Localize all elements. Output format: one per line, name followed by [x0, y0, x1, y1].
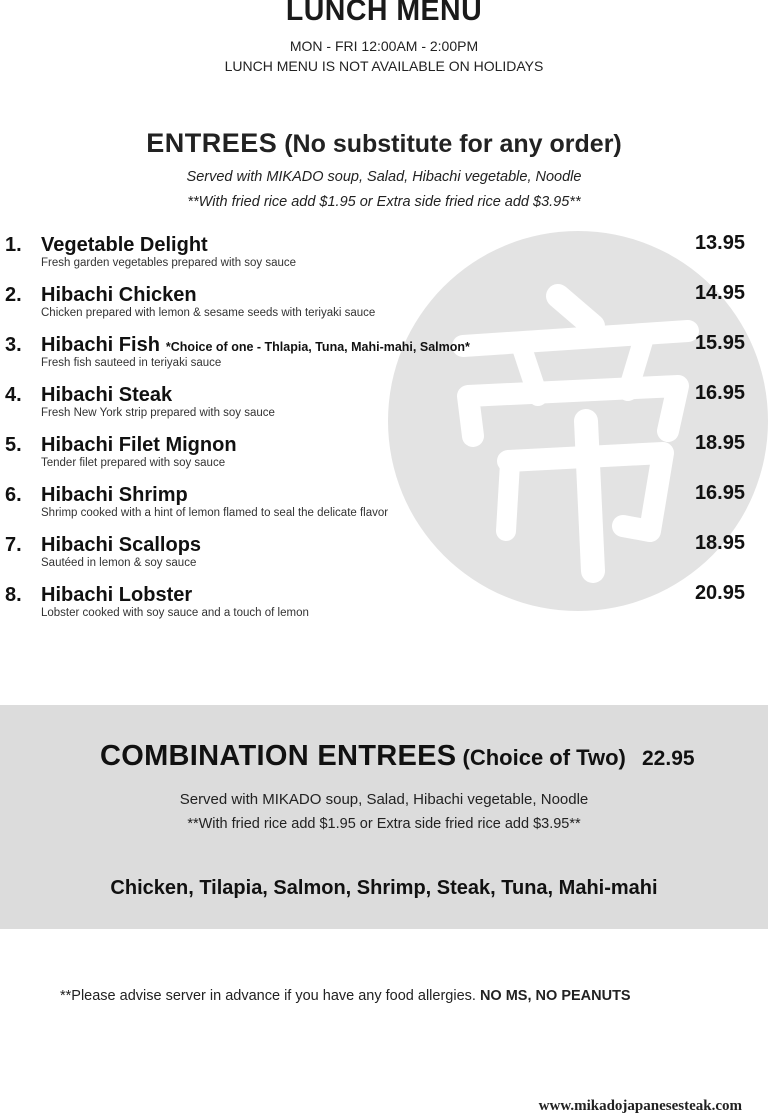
- item-price: 16.95: [694, 382, 745, 404]
- item-number: 4.: [5, 384, 22, 406]
- item-price: 16.95: [694, 482, 745, 504]
- item-name: Hibachi Shrimp: [41, 484, 188, 506]
- combination-heading: [100, 740, 695, 773]
- item-description: Sautéed in lemon & soy sauce: [41, 557, 197, 569]
- menu-item-hibachi-steak: [5, 384, 745, 432]
- item-name: Hibachi Scallops: [41, 534, 202, 556]
- menu-item-hibachi-scallops: [5, 534, 745, 582]
- item-number: 8.: [5, 584, 22, 606]
- item-number: 6.: [5, 484, 22, 506]
- menu-item-hibachi-chicken: [5, 284, 745, 332]
- menu-item-hibachi-lobster: [5, 584, 745, 632]
- allergy-warning: NO MS, NO PEANUTS: [479, 988, 631, 1004]
- item-price: 15.95: [694, 332, 745, 354]
- item-description: Fresh fish sauteed in teriyaki sauce: [41, 357, 222, 369]
- item-name: Hibachi Lobster: [41, 584, 193, 606]
- combination-fried-rice-note: **With fried rice add $1.95 or Extra side fried rice add $3.95**: [187, 816, 581, 832]
- holiday-note: LUNCH MENU IS NOT AVAILABLE ON HOLIDAYS: [224, 58, 544, 74]
- combination-served-with: Served with MIKADO soup, Salad, Hibachi vegetable, Noodle: [179, 791, 589, 808]
- item-number: 3.: [5, 334, 22, 356]
- entrees-subtitle: (No substitute for any order): [284, 130, 622, 158]
- item-price: 14.95: [694, 282, 745, 304]
- item-name: Vegetable Delight: [41, 234, 208, 256]
- combination-subtitle: (Choice of Two): [462, 745, 626, 770]
- item-price: 18.95: [694, 532, 745, 554]
- combination-title: COMBINATION ENTREES: [100, 740, 457, 772]
- page-title: LUNCH MENU: [285, 0, 483, 27]
- menu-item-vegetable-delight: [5, 234, 745, 282]
- entrees-fried-rice-note: **With fried rice add $1.95 or Extra side fried rice add $3.95**: [187, 194, 581, 210]
- lunch-hours: MON - FRI 12:00AM - 2:00PM: [289, 38, 479, 54]
- item-number: 7.: [5, 534, 22, 556]
- allergy-note: **Please advise server in advance if you have any food allergies. NO MS, NO PEANUTS: [60, 988, 631, 1004]
- item-choice-note: *Choice of one - Thlapia, Tuna, Mahi-mahi, Salmon*: [165, 340, 470, 354]
- item-description: Tender filet prepared with soy sauce: [41, 457, 226, 469]
- combination-price: 22.95: [642, 747, 695, 770]
- item-number: 5.: [5, 434, 22, 456]
- item-name: Hibachi Chicken: [41, 284, 197, 306]
- item-name: Hibachi Steak: [41, 384, 173, 406]
- entrees-served-with: Served with MIKADO soup, Salad, Hibachi vegetable, Noodle: [186, 169, 582, 185]
- item-name: Hibachi Fish *Choice of one - Thlapia, Tuna, Mahi-mahi, Salmon*: [41, 334, 470, 356]
- entrees-title: ENTREES: [146, 128, 278, 158]
- menu-item-hibachi-fish: [5, 334, 745, 382]
- item-price: 18.95: [694, 432, 745, 454]
- menu-item-hibachi-shrimp: [5, 484, 745, 532]
- website-link[interactable]: www.mikadojapanesesteak.com: [538, 1098, 742, 1114]
- combination-choices: Chicken, Tilapia, Salmon, Shrimp, Steak, Tuna, Mahi-mahi: [110, 877, 658, 899]
- item-price: 13.95: [694, 232, 745, 254]
- menu-item-hibachi-filet-mignon: [5, 434, 745, 482]
- item-number: 1.: [5, 234, 22, 256]
- item-description: Lobster cooked with soy sauce and a touch of lemon: [41, 607, 309, 619]
- item-price: 20.95: [694, 582, 745, 604]
- item-number: 2.: [5, 284, 22, 306]
- entrees-heading: [0, 128, 768, 159]
- item-description: Fresh New York strip prepared with soy sauce: [41, 407, 275, 419]
- item-description: Fresh garden vegetables prepared with soy sauce: [41, 257, 297, 269]
- item-name: Hibachi Filet Mignon: [41, 434, 237, 456]
- item-description: Shrimp cooked with a hint of lemon flamed to seal the delicate flavor: [41, 507, 389, 519]
- item-description: Chicken prepared with lemon & sesame seeds with teriyaki sauce: [41, 307, 376, 319]
